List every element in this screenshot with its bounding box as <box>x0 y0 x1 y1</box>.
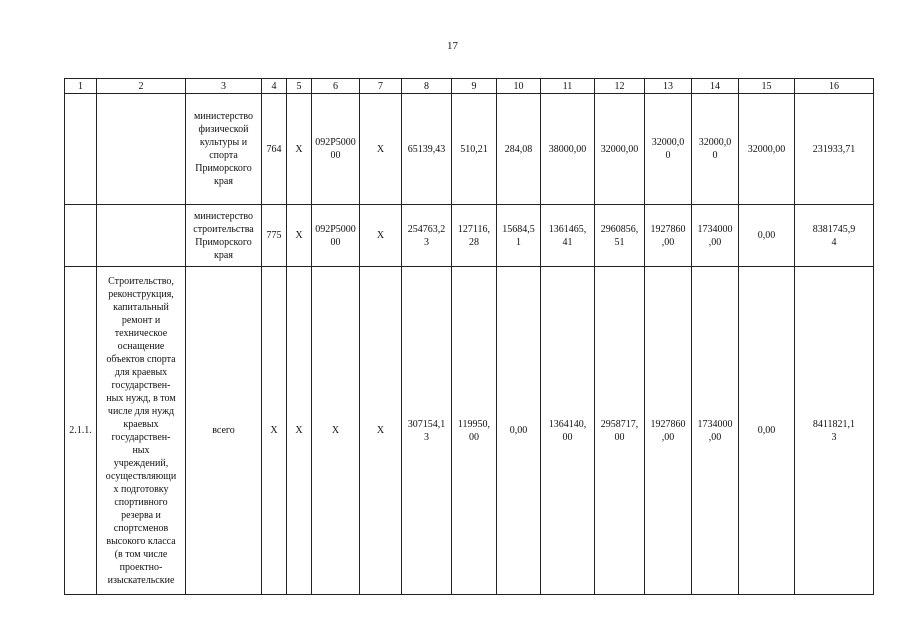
code-cell <box>65 94 97 205</box>
header-cell: 5 <box>287 79 312 94</box>
table-row <box>65 267 874 595</box>
value-cell: X <box>360 94 402 205</box>
value-cell: 284,08 <box>497 94 541 205</box>
name-cell: Строительство, реконструкция, капитальный ремонт и техническое оснащение объектов спорта для краевых государствен- ных нужд, в том числе для нужд краевых государствен- ных учреждений, осуществляющи х подготовку спортивного резерва и спортсменов высокого класса (в том числе проектно- изыскательские <box>97 267 186 595</box>
value-cell: X <box>287 267 312 595</box>
value-cell: X <box>287 94 312 205</box>
header-cell: 11 <box>541 79 595 94</box>
header-cell: 9 <box>452 79 497 94</box>
value-cell: 307154,1 3 <box>402 267 452 595</box>
header-row <box>65 79 874 94</box>
value-cell: 0,00 <box>739 205 795 267</box>
value-cell: 231933,71 <box>795 94 874 205</box>
value-cell: 65139,43 <box>402 94 452 205</box>
code-cell <box>65 205 97 267</box>
table-row <box>65 94 874 205</box>
value-cell: X <box>360 267 402 595</box>
name-cell <box>97 94 186 205</box>
value-cell: 127116, 28 <box>452 205 497 267</box>
value-cell: 1734000 ,00 <box>692 205 739 267</box>
header-cell: 3 <box>186 79 262 94</box>
value-cell: 1927860 ,00 <box>645 267 692 595</box>
header-cell: 16 <box>795 79 874 94</box>
header-cell: 15 <box>739 79 795 94</box>
agency-cell: всего <box>186 267 262 595</box>
agency-cell: министерство физической культуры и спорта Приморского края <box>186 94 262 205</box>
value-cell: 32000,0 0 <box>645 94 692 205</box>
name-cell <box>97 205 186 267</box>
value-cell: 1734000 ,00 <box>692 267 739 595</box>
header-cell: 1 <box>65 79 97 94</box>
table-row <box>65 205 874 267</box>
header-cell: 8 <box>402 79 452 94</box>
code-cell: 2.1.1. <box>65 267 97 595</box>
value-cell: 32000,00 <box>595 94 645 205</box>
header-cell: 4 <box>262 79 287 94</box>
value-cell: 1361465, 41 <box>541 205 595 267</box>
value-cell: X <box>287 205 312 267</box>
value-cell: X <box>360 205 402 267</box>
header-cell: 12 <box>595 79 645 94</box>
agency-cell: министерство строительства Приморского края <box>186 205 262 267</box>
value-cell: 775 <box>262 205 287 267</box>
value-cell: 32000,0 0 <box>692 94 739 205</box>
value-cell: 764 <box>262 94 287 205</box>
value-cell: 0,00 <box>739 267 795 595</box>
value-cell: 2958717, 00 <box>595 267 645 595</box>
header-cell: 7 <box>360 79 402 94</box>
value-cell: 1364140, 00 <box>541 267 595 595</box>
value-cell: 32000,00 <box>739 94 795 205</box>
value-cell: 092P5000 00 <box>312 94 360 205</box>
header-cell: 13 <box>645 79 692 94</box>
value-cell: 38000,00 <box>541 94 595 205</box>
value-cell: 15684,5 1 <box>497 205 541 267</box>
value-cell: 254763,2 3 <box>402 205 452 267</box>
value-cell: 0,00 <box>497 267 541 595</box>
value-cell: X <box>312 267 360 595</box>
header-cell: 14 <box>692 79 739 94</box>
value-cell: 8411821,1 3 <box>795 267 874 595</box>
page-number: 17 <box>447 40 458 52</box>
value-cell: 1927860 ,00 <box>645 205 692 267</box>
header-cell: 10 <box>497 79 541 94</box>
header-cell: 6 <box>312 79 360 94</box>
value-cell: 510,21 <box>452 94 497 205</box>
value-cell: X <box>262 267 287 595</box>
value-cell: 8381745,9 4 <box>795 205 874 267</box>
budget-table <box>64 78 874 595</box>
value-cell: 119950, 00 <box>452 267 497 595</box>
header-cell: 2 <box>97 79 186 94</box>
value-cell: 092P5000 00 <box>312 205 360 267</box>
value-cell: 2960856, 51 <box>595 205 645 267</box>
